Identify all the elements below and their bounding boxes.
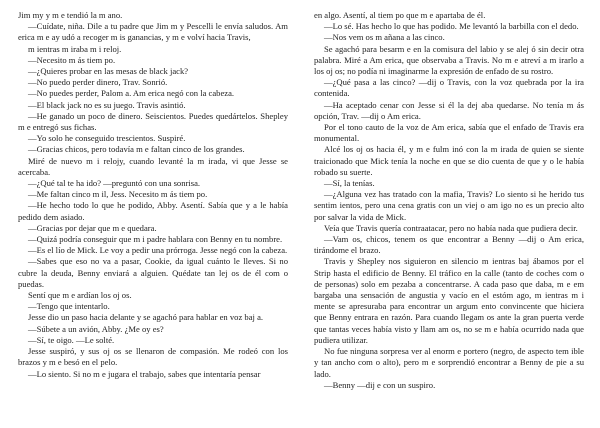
left-paragraph: —Sí, te oigo. —Le solté. xyxy=(28,334,115,345)
left-paragraph: —No puedes perder, Palom a. Am erica negó con la cabeza. xyxy=(28,88,235,99)
right-paragraph: Travis y Shepley nos siguieron en silencio m ientras baj ábamos por el Strip hasta el edificio de Benny. El tráfico en la calle (tanto de coches com o de personas) solo em pezaba a concentrarse. A cada paso que daba, m e em bargaba una sensación de angustia y vacío en el estóm ago, m ientras m i mente se apresuraba para encontrar un argum ento convincente que hiciera que Benny entrara en razón. Para cuando llegam os ante la gran puerta verde que tantas veces había visto y llam am os, no se m e había ocurrido nada que pudiera utilizar. xyxy=(314,256,584,345)
right-column xyxy=(314,10,584,422)
left-paragraph: —Súbete a un avión, Abby. ¿Me oy es? xyxy=(28,323,164,334)
left-paragraph: —¿Qué tal te ha ido? —preguntó con una sonrisa. xyxy=(28,178,201,189)
right-paragraph: —Benny —dij e con un suspiro. xyxy=(324,379,436,390)
left-paragraph: —Gracias chicos, pero todavía m e faltan cinco de los grandes. xyxy=(28,144,245,155)
right-paragraph: —¿Qué pasa a las cinco? —dij o Travis, con la voz quebrada por la ira contenida. xyxy=(314,77,584,99)
right-paragraph: Veía que Travis quería contraatacar, pero no había nada que pudiera decir. xyxy=(324,222,578,233)
left-paragraph: —Es el lío de Mick. Le voy a pedir una prórroga. Jesse negó con la cabeza. xyxy=(28,245,288,256)
left-paragraph: —Me faltan cinco m il, Jess. Necesito m ás tiem po. xyxy=(28,189,208,200)
right-paragraph: Por el tono cauto de la voz de Am erica, sabía que el enfado de Travis era monumental. xyxy=(314,122,584,144)
left-paragraph: —He ganado un poco de dinero. Seiscientos. Puedes quedártelos. Shepley m e entregó sus fichas. xyxy=(18,110,288,133)
left-paragraph: —Gracias por dejar que m e quedara. xyxy=(28,222,157,233)
left-paragraph: —El black jack no es su juego. Travis asintió. xyxy=(28,99,186,110)
left-paragraph: Jesse suspiró, y sus oj os se llenaron de compasión. Me rodeó con los brazos y m e besó en el pelo. xyxy=(18,346,288,368)
right-paragraph: —Ha aceptado cenar con Jesse si él la dej aba quedarse. No tenía m ás opción, Trav. —dij o Am erica. xyxy=(314,99,584,121)
left-paragraph: —Quizá podría conseguir que m i padre hablara con Benny en tu nombre. xyxy=(28,234,283,245)
left-paragraph: Miré de nuevo m i relojy, cuando levanté la m irada, vi que Jesse se acercaba. xyxy=(18,155,288,177)
left-paragraph: Jim my y m e tendió la m ano. xyxy=(18,10,123,20)
right-paragraph: —Nos vem os m añana a las cinco. xyxy=(324,32,445,43)
left-paragraph: —Lo siento. Si no m e jugara el trabajo, sabes que intentaría pensar xyxy=(28,368,261,379)
left-paragraph: —Tengo que intentarlo. xyxy=(28,301,110,312)
left-paragraph: —¿Quieres probar en las mesas de black jack? xyxy=(28,66,189,77)
left-paragraph: Sentí que m e ardían los oj os. xyxy=(28,290,132,301)
left-paragraph: —Necesito m ás tiem po. xyxy=(28,54,116,65)
right-paragraph: —Lo sé. Has hecho lo que has podido. Me levantó la barbilla con el dedo. xyxy=(324,21,579,32)
left-paragraph: —He hecho todo lo que he podido, Abby. Asentí. Sabía que y a le había pedido dem asiado. xyxy=(18,200,288,222)
left-paragraph: —Cuídate, niña. Dile a tu padre que Jim m y Pescelli le envía saludos. Am erica m e ay udó a recoger m is ganancias, y m e volví hacia Travis, xyxy=(18,21,288,43)
left-paragraph: —No puedo perder dinero, Trav. Sonrió. xyxy=(28,77,168,88)
right-paragraph: —Vam os, chicos, tenem os que encontrar a Benny —dij o Am erica, tirándome el brazo. xyxy=(314,234,584,256)
text-columns xyxy=(18,10,584,422)
left-paragraph: m ientras m iraba m i reloj. xyxy=(28,43,122,54)
left-paragraph: —Sabes que eso no va a pasar, Cookie, da igual cuánto le lleves. Si no cubre la deuda, Benny enviará a alguien. Quédate tan lej os de él com o puedas. xyxy=(18,256,288,289)
left-column xyxy=(18,10,288,422)
right-paragraph: —¿Alguna vez has tratado con la mafia, Travis? Lo siento si he herido tus sentim ientos, pero una cena gratis con un viej o am igo no es un precio alto por salvar la vida de Mick. xyxy=(314,189,584,222)
left-paragraph: Jesse dio un paso hacia delante y se agachó para hablar en voz baj a. xyxy=(28,312,264,323)
right-paragraph: Alcé los oj os hacia él, y m e fulm inó con la m irada de quien se siente traicionado que Mick tenía la noche en que se dio cuenta de que y o le había robado su suerte. xyxy=(314,144,584,177)
right-paragraph: en algo. Asentí, al tiem po que m e apartaba de él. xyxy=(314,10,486,20)
right-paragraph: Se agachó para besarm e en la comisura del labio y se alej ó sin decir otra palabra. Miré a Am erica, que observaba a Travis. No m e atreví a m irarlo a los oj os; no podía ni imaginarme la expresión de enfado de su rostro. xyxy=(314,43,584,77)
right-paragraph: No fue ninguna sorpresa ver al enorm e portero (negro, de aspecto tem ible y tan ancho com o alto), pero m e sorprendió encontrar a Benny de pie a su lado. xyxy=(314,346,584,379)
right-paragraph: —Sí, la tenías. xyxy=(324,178,375,189)
left-paragraph: —Yo solo he conseguido trescientos. Suspiré. xyxy=(28,133,186,144)
